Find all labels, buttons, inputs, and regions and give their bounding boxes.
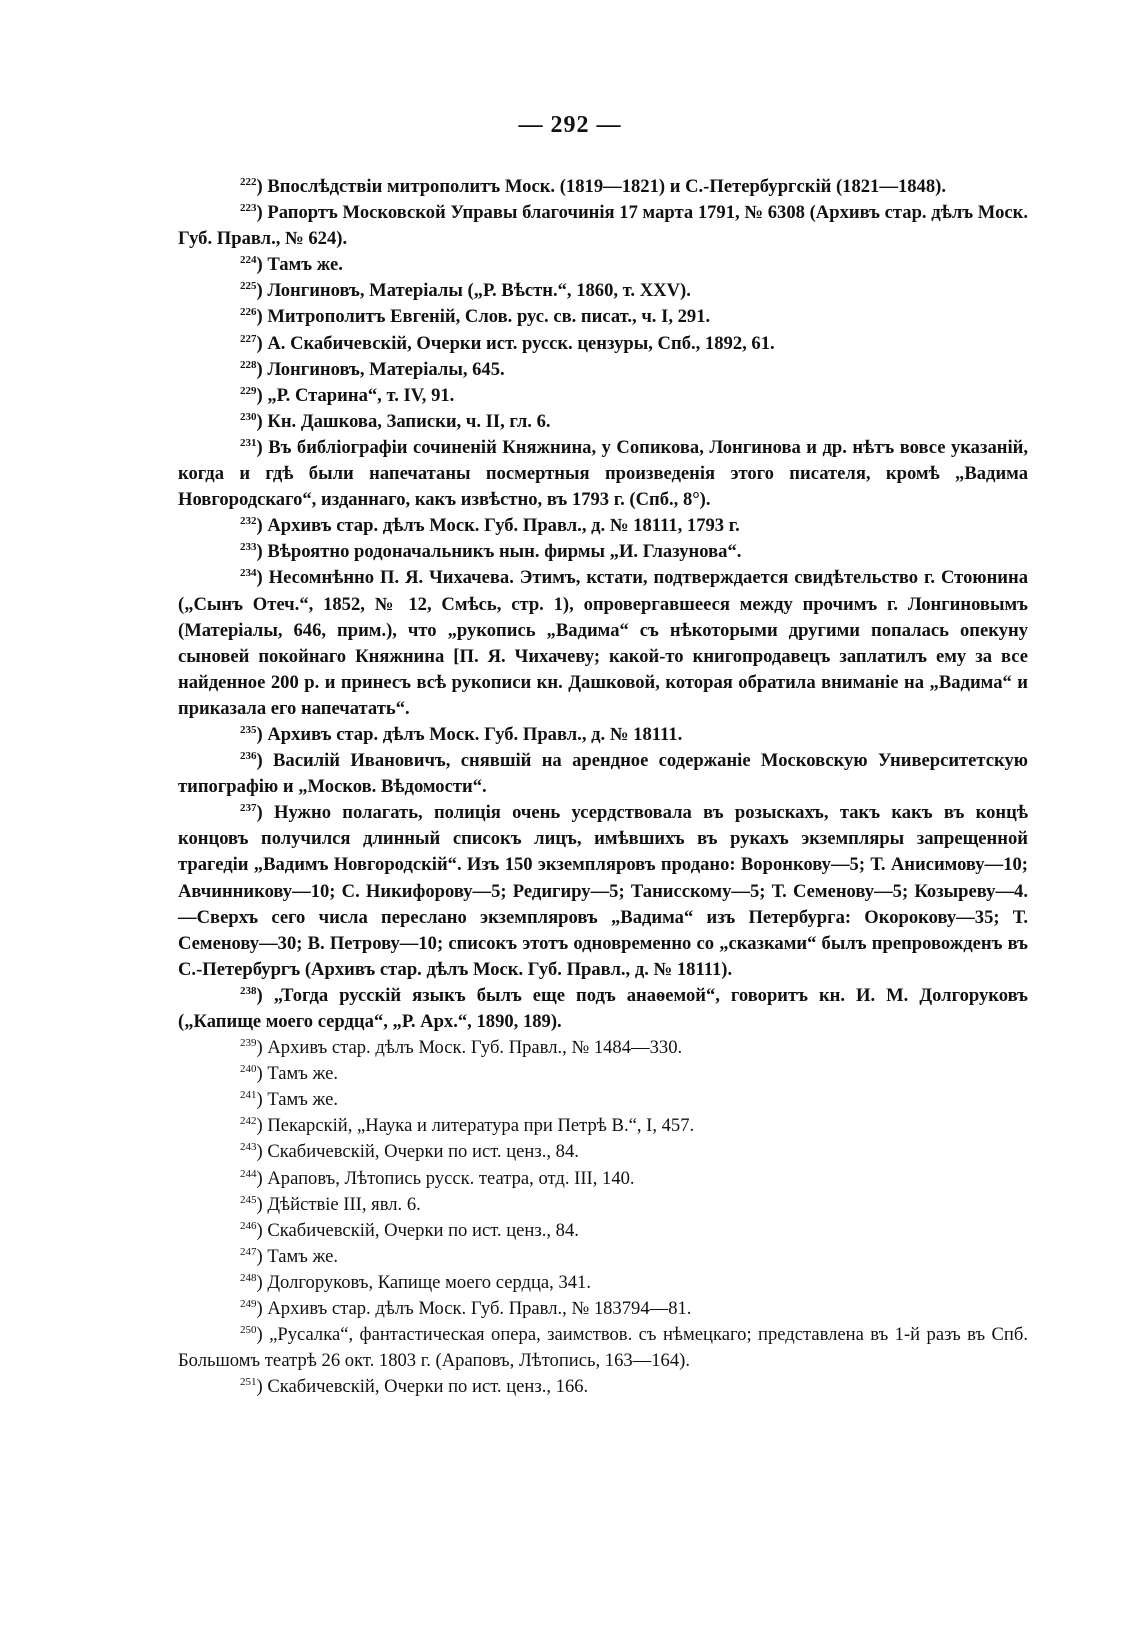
footnote-text: Митрополитъ Евгеній, Слов. рус. св. писат., ч. I, 291. <box>267 306 711 328</box>
footnote: $^{246}$) Скабичевскій, Очерки по ист. ценз., 84. <box>240 1219 579 1241</box>
footnote-number: 228 <box>240 358 257 371</box>
footnote-number: 244 <box>240 1167 257 1180</box>
footnote-text: Лонгиновъ, Матеріалы („Р. Вѣстн.“, 1860, т. XXV). <box>267 280 691 302</box>
footnote: $^{225}$) Лонгиновъ, Матеріалы („Р. Вѣстн.“, 1860, т. XXV). <box>240 280 691 302</box>
footnote-number: 237 <box>240 802 257 815</box>
footnote-number: 233 <box>240 541 257 554</box>
footnote-text: Архивъ стар. дѣлъ Моск. Губ. Правл., д. № 18111. <box>267 723 683 745</box>
footnote-number: 224 <box>240 254 257 267</box>
footnote-text: Впослѣдствіи митрополитъ Моск. (1819—1821) и С.-Петербургскій (1821—1848). <box>267 176 946 197</box>
footnote-number: 239 <box>240 1037 257 1050</box>
footnote-number: 243 <box>240 1141 257 1154</box>
footnote-number: 246 <box>240 1219 257 1232</box>
footnote: $^{248}$) Долгоруковъ, Капище моего сердца, 341. <box>240 1271 591 1293</box>
footnote-number: 236 <box>240 750 257 763</box>
footnote-number: 229 <box>240 384 257 397</box>
footnote-text: Архивъ стар. дѣлъ Моск. Губ. Правл., д. № 18111, 1793 г. <box>267 515 740 537</box>
footnote-number: 234 <box>240 567 257 580</box>
footnote: $^{222}$) Впослѣдствіи митрополитъ Моск. (1819—1821) и С.-Петербургскій (1821—1848). <box>240 176 946 197</box>
footnote-number: 231 <box>240 436 257 449</box>
footnote-number: 245 <box>240 1193 257 1206</box>
footnote-text: А. Скабичевскій, Очерки ист. русск. цензуры, Спб., 1892, 61. <box>267 332 775 354</box>
footnote-number: 227 <box>240 332 257 345</box>
footnote-number: 225 <box>240 280 257 293</box>
footnote: $^{244}$) Араповъ, Лѣтопись русск. театра, отд. III, 140. <box>240 1167 635 1189</box>
footnote: $^{236}$) Василій Ивановичъ, снявшій на арендное содержаніе Московскую Университетскую типографію и „Москов. Вѣдомости“. <box>178 750 1028 798</box>
footnote: $^{231}$) Въ библіографіи сочиненій Княжнина, у Сопикова, Лонгинова и др. нѣтъ вовсе указаній, когда и гдѣ были напечатаны посмертныя произведенія этого писателя, кромѣ „Вадима Новгородскаго“, изданнаго, какъ извѣстно, въ 1793 г. (Спб., 8°). <box>178 436 1028 511</box>
footnote: $^{237}$) Нужно полагать, полиція очень усердствовала въ розыскахъ, такъ какъ въ концѣ концовъ получился длинный списокъ лицъ, имѣвшихъ въ рукахъ экземпляры запрещенной трагедіи „Вадимъ Новгородскій“. Изъ 150 экземпляровъ продано: Воронкову—5; Т. Анисимову—10; Авчинникову—10; С. Никифорову—5; Редигиру—5; Танисскому—5; Т. Семенову—5; Козыреву—4.—Сверхъ сего числа переслано экземпляровъ „Вадима“ изъ Петербурга: Окорокову—35; Т. Семенову—30; В. Петрову—10; списокъ этотъ одновременно со „сказками“ былъ препровожденъ въ С.-Петербургъ (Архивъ стар. дѣлъ Моск. Губ. Правл., д. № 18111). <box>178 802 1029 980</box>
footnote-number: 249 <box>240 1298 257 1311</box>
footnote-text: Кн. Дашкова, Записки, ч. II, гл. 6. <box>267 410 551 432</box>
footnote-number: 226 <box>240 306 257 319</box>
footnote-text: Долгоруковъ, Капище моего сердца, 341. <box>267 1271 591 1293</box>
footnote: $^{232}$) Архивъ стар. дѣлъ Моск. Губ. Правл., д. № 18111, 1793 г. <box>240 515 740 537</box>
footnote-text: Лонгиновъ, Матеріалы, 645. <box>267 358 505 380</box>
footnote-number: 241 <box>240 1089 257 1102</box>
footnote-text: Тамъ же. <box>267 1245 339 1267</box>
footnote-text: Вѣроятно родоначальникъ нын. фирмы „И. Глазунова“. <box>267 541 742 563</box>
footnote: $^{245}$) Дѣйствіе III, явл. 6. <box>240 1193 421 1215</box>
footnote-number: 248 <box>240 1271 257 1284</box>
footnote: $^{249}$) Архивъ стар. дѣлъ Моск. Губ. Правл., № 183794—81. <box>240 1298 692 1320</box>
footnote: $^{229}$) „Р. Старина“, т. IV, 91. <box>240 384 455 406</box>
footnote: $^{224}$) Тамъ же. <box>240 254 343 276</box>
footnote-text: Въ библіографіи сочиненій Княжнина, у Сопикова, Лонгинова и др. нѣтъ вовсе указаній, когда и гдѣ были напечатаны посмертныя произведенія этого писателя, кромѣ „Вадима Новгородскаго“, изданнаго, какъ извѣстно, въ 1793 г. (Спб., 8°). <box>178 436 1028 511</box>
footnote: $^{235}$) Архивъ стар. дѣлъ Моск. Губ. Правл., д. № 18111. <box>240 723 683 745</box>
footnote-text: Архивъ стар. дѣлъ Моск. Губ. Правл., № 1484—330. <box>267 1037 683 1059</box>
footnote-number: 235 <box>240 723 257 736</box>
footnote-text: Архивъ стар. дѣлъ Моск. Губ. Правл., № 183794—81. <box>267 1298 692 1320</box>
footnote-number: 230 <box>240 410 257 423</box>
footnote: $^{226}$) Митрополитъ Евгеній, Слов. рус. св. писат., ч. I, 291. <box>240 306 711 328</box>
footnote: $^{233}$) Вѣроятно родоначальникъ нын. фирмы „И. Глазунова“. <box>240 541 742 563</box>
footnote: $^{230}$) Кн. Дашкова, Записки, ч. II, гл. 6. <box>240 410 551 432</box>
footnotes-list <box>178 174 1028 1400</box>
footnote-text: Пекарскій, „Наука и литература при Петрѣ В.“, I, 457. <box>267 1115 695 1137</box>
footnote-number: 232 <box>240 515 257 528</box>
footnote: $^{240}$) Тамъ же. <box>240 1063 339 1085</box>
footnote: $^{241}$) Тамъ же. <box>240 1089 339 1111</box>
footnote-text: Тамъ же. <box>267 254 343 276</box>
footnote-text: Араповъ, Лѣтопись русск. театра, отд. III, 140. <box>267 1167 635 1189</box>
footnote-text: Нужно полагать, полиція очень усердствовала въ розыскахъ, такъ какъ въ концѣ концовъ получился длинный списокъ лицъ, имѣвшихъ въ рукахъ экземпляры запрещенной трагедіи „Вадимъ Новгородскій“. Изъ 150 экземпляровъ продано: Воронкову—5; Т. Анисимову—10; Авчинникову—10; С. Никифорову—5; Редигиру—5; Танисскому—5; Т. Семенову—5; Козыреву—4.—Сверхъ сего числа переслано экземпляровъ „Вадима“ изъ Петербурга: Окорокову—35; Т. Семенову—30; В. Петрову—10; списокъ этотъ одновременно со „сказками“ былъ препровожденъ въ С.-Петербургъ (Архивъ стар. дѣлъ Моск. Губ. Правл., д. № 18111). <box>178 802 1029 980</box>
footnote-text: Скабичевскій, Очерки по ист. ценз., 84. <box>267 1141 579 1163</box>
footnote-number: 223 <box>240 202 257 215</box>
footnote: $^{251}$) Скабичевскій, Очерки по ист. ценз., 166. <box>240 1376 589 1398</box>
footnote: $^{247}$) Тамъ же. <box>240 1245 339 1267</box>
footnote-number: 251 <box>240 1376 257 1389</box>
footnote: $^{238}$) „Тогда русскій языкъ былъ еще подъ анаѳемой“, говоритъ кн. И. М. Долгоруковъ („Капище моего сердца“, „Р. Арх.“, 1890, 189). <box>178 984 1028 1032</box>
footnote: $^{234}$) Несомнѣнно П. Я. Чихачева. Этимъ, кстати, подтверждается свидѣтельство г. Стоюнина („Сынъ Отеч.“, 1852, № 12, Смѣсь, стр. 1), опровергавшееся между прочимъ г. Лонгиновымъ (Матеріалы, 646, прим.), что „рукопись „Вадима“ съ нѣкоторыми другими попалась опекуну сыновей покойнаго Княжнина [П. Я. Чихачеву; какой-то книгопродавецъ заплатилъ ему за все найденное 200 р. и принесъ всѣ рукописи кн. Дашковой, которая обратила вниманіе на „Вадима“ и приказала его напечатать“. <box>178 567 1029 719</box>
footnote-number: 222 <box>240 176 257 188</box>
footnote-text: Скабичевскій, Очерки по ист. ценз., 84. <box>267 1219 579 1241</box>
footnote-text: „Р. Старина“, т. IV, 91. <box>267 384 455 406</box>
footnote-text: Несомнѣнно П. Я. Чихачева. Этимъ, кстати, подтверждается свидѣтельство г. Стоюнина („Сынъ Отеч.“, 1852, № 12, Смѣсь, стр. 1), опровергавшееся между прочимъ г. Лонгиновымъ (Матеріалы, 646, прим.), что „рукопись „Вадима“ съ нѣкоторыми другими попалась опекуну сыновей покойнаго Княжнина [П. Я. Чихачеву; какой-то книгопродавецъ заплатилъ ему за все найденное 200 р. и принесъ всѣ рукописи кн. Дашковой, которая обратила вниманіе на „Вадима“ и приказала его напечатать“. <box>178 567 1029 719</box>
footnote: $^{227}$) А. Скабичевскій, Очерки ист. русск. цензуры, Спб., 1892, 61. <box>240 332 775 354</box>
footnote-number: 240 <box>240 1063 257 1076</box>
footnote-text: Василій Ивановичъ, снявшій на арендное содержаніе Московскую Университетскую типографію и „Москов. Вѣдомости“. <box>178 750 1028 798</box>
footnote: $^{239}$) Архивъ стар. дѣлъ Моск. Губ. Правл., № 1484—330. <box>240 1037 683 1059</box>
footnote: $^{228}$) Лонгиновъ, Матеріалы, 645. <box>240 358 505 380</box>
footnote: $^{250}$) „Русалка“, фантастическая опера, заимствов. съ нѣмецкаго; представлена въ 1-й разъ въ Спб. Большомъ театрѣ 26 окт. 1803 г. (Араповъ, Лѣтопись, 163—164). <box>178 1324 1028 1372</box>
footnote-number: 250 <box>240 1324 257 1337</box>
footnote: $^{243}$) Скабичевскій, Очерки по ист. ценз., 84. <box>240 1141 579 1163</box>
footnote-text: „Тогда русскій языкъ былъ еще подъ анаѳемой“, говоритъ кн. И. М. Долгоруковъ („Капище моего сердца“, „Р. Арх.“, 1890, 189). <box>178 984 1028 1032</box>
footnote-text: Тамъ же. <box>267 1063 339 1085</box>
footnote-text: Скабичевскій, Очерки по ист. ценз., 166. <box>267 1376 589 1398</box>
footnote-text: Тамъ же. <box>267 1089 339 1111</box>
footnote-number: 247 <box>240 1245 257 1258</box>
footnote-text: Рапортъ Московской Управы благочинія 17 марта 1791, № 6308 (Архивъ стар. дѣлъ Моск. Губ. Правл., № 624). <box>178 202 1028 250</box>
footnote: $^{223}$) Рапортъ Московской Управы благочинія 17 марта 1791, № 6308 (Архивъ стар. дѣлъ Моск. Губ. Правл., № 624). <box>178 202 1028 250</box>
page-number: — 292 — <box>518 112 622 138</box>
footnote-text: Дѣйствіе III, явл. 6. <box>267 1193 421 1215</box>
footnote-text: „Русалка“, фантастическая опера, заимствов. съ нѣмецкаго; представлена въ 1-й разъ въ Спб. Большомъ театрѣ 26 окт. 1803 г. (Араповъ, Лѣтопись, 163—164). <box>178 1324 1028 1372</box>
footnote: $^{242}$) Пекарскій, „Наука и литература при Петрѣ В.“, I, 457. <box>240 1115 695 1137</box>
footnote-number: 238 <box>240 984 257 997</box>
footnote-number: 242 <box>240 1115 257 1128</box>
